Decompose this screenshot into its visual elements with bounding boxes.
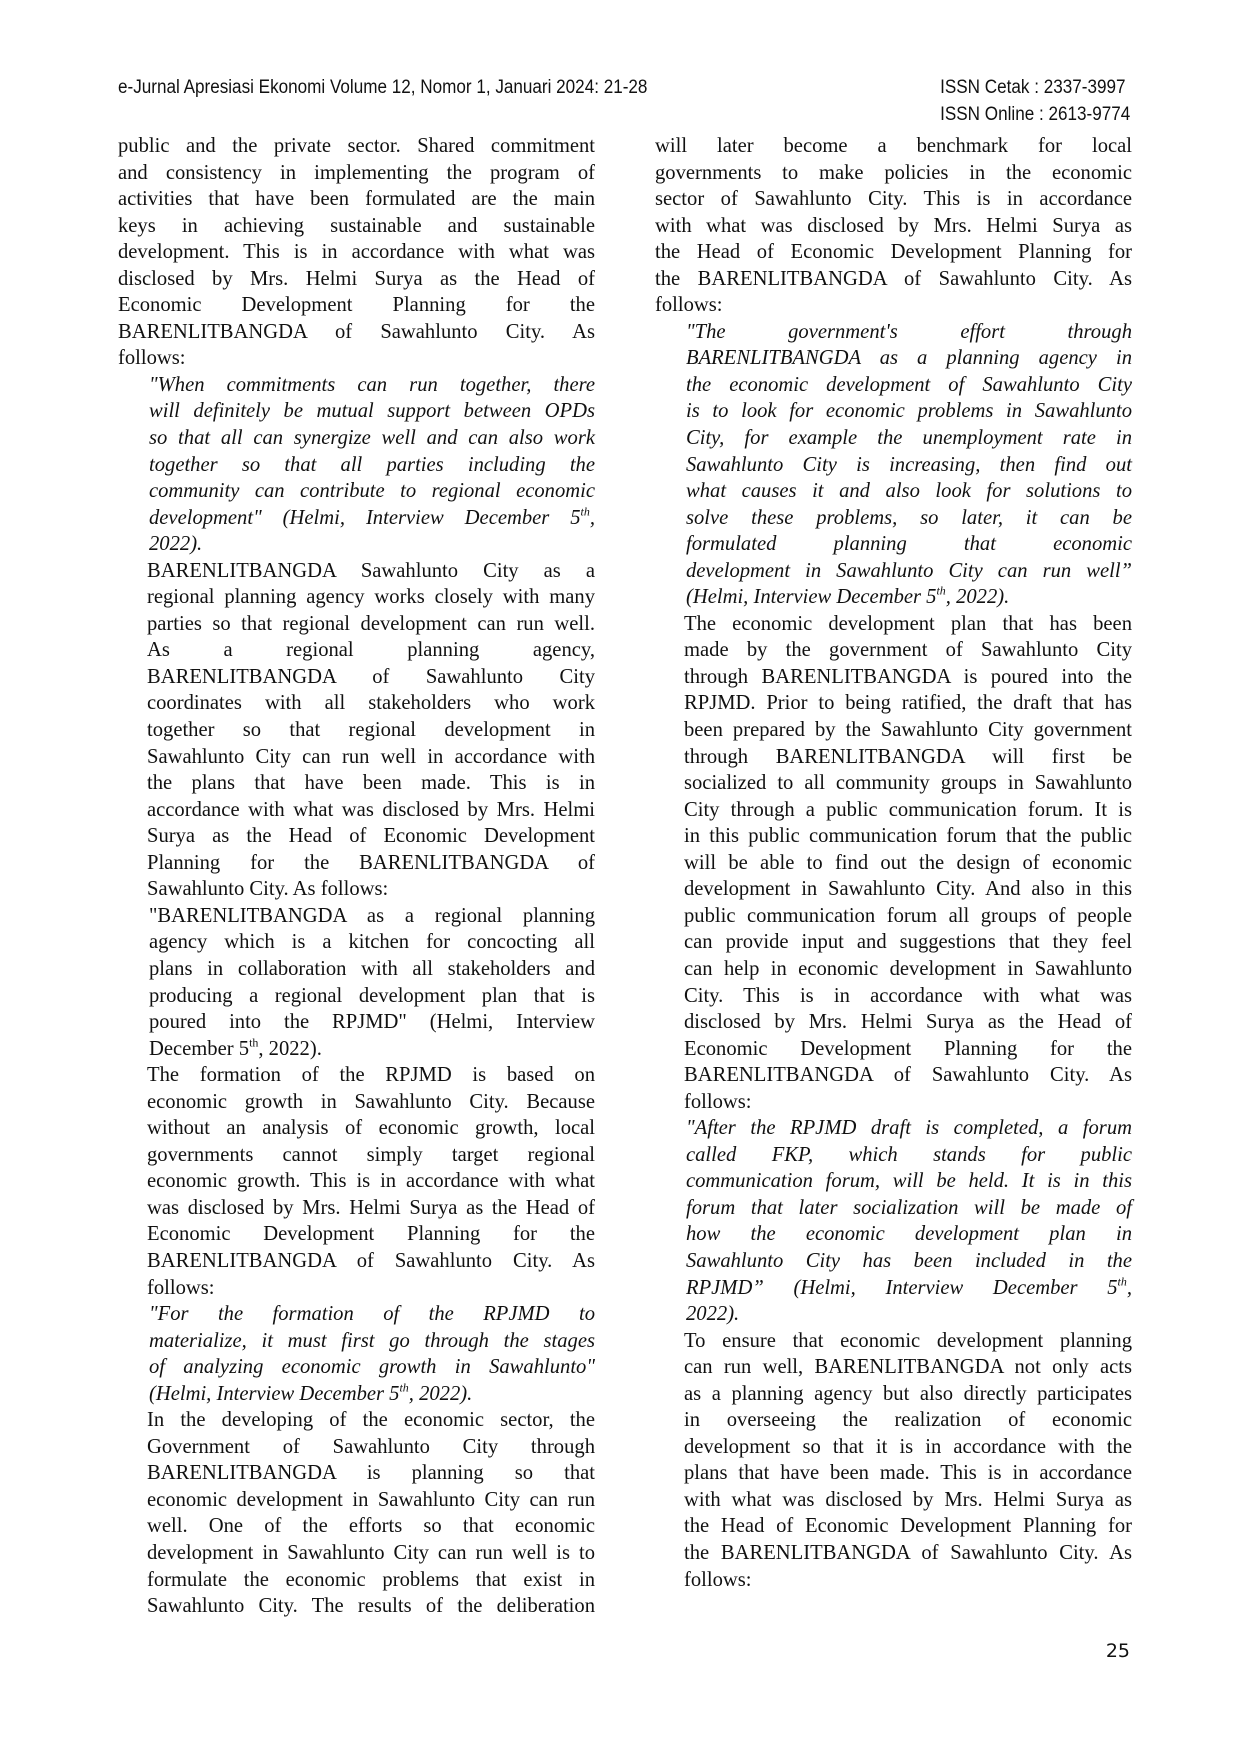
interview-quote: "The government's effort through BARENLITBANGDA as a planning agency in the economic development of Sawahlunto City is to look for economic problems in Sawahlunto City, for example the unemployment rate in Sawahlunto City is increasing, then find out what causes it and also look for solutions to solve these problems, so later, it can be formulated planning that economic development in Sawahlunto City can run well” (Helmi, Interview December 5th, 2022). bbox=[686, 320, 1132, 609]
paragraph: BARENLITBANGDA Sawahlunto City as a regional planning agency works closely with many parties so that regional development can run well. As a regional planning agency, BARENLITBANGDA of Sawahlunto City coordinates with all stakeholders who work together so that regional development in Sawahlunto City can run well in accordance with the plans that have been made. This is in accordance with what was disclosed by Mrs. Helmi Surya as the Head of Economic Development Planning for the BARENLITBANGDA of Sawahlunto City. As follows: bbox=[147, 559, 595, 901]
paragraph: public and the private sector. Shared commitment and consistency in implementing the program of activities that have been formulated are the main keys in achieving sustainable and sustainable development. This is in accordance with what was disclosed by Mrs. Helmi Surya as the Head of Economic Development Planning for the BARENLITBANGDA of Sawahlunto City. As follows: bbox=[118, 135, 595, 370]
issn-online: ISSN Online : 2613-9774 bbox=[939, 104, 1130, 125]
journal-citation: e-Jurnal Apresiasi Ekonomi Volume 12, Nomor 1, Januari 2024: 21-28 bbox=[118, 77, 648, 98]
paragraph: In the developing of the economic sector, the Government of Sawahlunto City through BARENLITBANGDA is planning so that economic development in Sawahlunto City can run well. One of the efforts so that economic development in Sawahlunto City can run well is to formulate the economic problems that exist in Sawahlunto City. The results of the deliberation bbox=[147, 1409, 595, 1618]
issn-block bbox=[940, 74, 1130, 128]
right-column bbox=[655, 133, 1132, 1593]
issn-print: ISSN Cetak : 2337-3997 bbox=[939, 77, 1126, 98]
paragraph: The formation of the RPJMD is based on economic growth in Sawahlunto City. Because without an analysis of economic growth, local governments cannot simply target regional economic growth. This is in accordance with what was disclosed by Mrs. Helmi Surya as the Head of Economic Development Planning for the BARENLITBANGDA of Sawahlunto City. As follows: bbox=[147, 1064, 595, 1299]
paragraph: The economic development plan that has been made by the government of Sawahlunto City through BARENLITBANGDA is poured into the RPJMD. Prior to being ratified, the draft that has been prepared by the Sawahlunto City government through BARENLITBANGDA will first be socialized to all community groups in Sawahlunto City through a public communication forum. It is in this public communication forum that the public will be able to find out the design of economic development in Sawahlunto City. And also in this public communication forum all groups of people can provide input and suggestions that they feel can help in economic development in Sawahlunto City. This is in accordance with what was disclosed by Mrs. Helmi Surya as the Head of Economic Development Planning for the BARENLITBANGDA of Sawahlunto City. As follows: bbox=[684, 612, 1132, 1113]
paragraph: will later become a benchmark for local governments to make policies in the economic sector of Sawahlunto City. This is in accordance with what was disclosed by Mrs. Helmi Surya as the Head of Economic Development Planning for the BARENLITBANGDA of Sawahlunto City. As follows: bbox=[655, 135, 1132, 317]
running-header bbox=[118, 74, 1130, 130]
interview-quote: "After the RPJMD draft is completed, a forum called FKP, which stands for public communication forum, will be held. It is in this forum that later socialization will be made of how the economic development plan in Sawahlunto City has been included in the RPJMD” (Helmi, Interview December 5th, 2022). bbox=[686, 1117, 1132, 1326]
interview-quote: "For the formation of the RPJMD to materialize, it must first go through the stages of analyzing economic growth in Sawahlunto" (Helmi, Interview December 5th, 2022). bbox=[149, 1303, 595, 1405]
page-number: 25 bbox=[1105, 1640, 1130, 1662]
interview-quote: "When commitments can run together, there will definitely be mutual support between OPDs so that all can synergize well and can also work together so that all parties including the community can contribute to regional economic development" (Helmi, Interview December 5th, 2022). bbox=[149, 373, 595, 556]
paragraph: To ensure that economic development planning can run well, BARENLITBANGDA not only acts as a planning agency but also directly participates in overseeing the realization of economic development so that it is in accordance with the plans that have been made. This is in accordance with what was disclosed by Mrs. Helmi Surya as the Head of Economic Development Planning for the BARENLITBANGDA of Sawahlunto City. As follows: bbox=[684, 1329, 1132, 1591]
interview-quote: "BARENLITBANGDA as a regional planning agency which is a kitchen for concocting all plans in collaboration with all stakeholders and producing a regional development plan that is poured into the RPJMD" (Helmi, Interview December 5th, 2022). bbox=[149, 904, 595, 1060]
left-column bbox=[118, 133, 595, 1620]
